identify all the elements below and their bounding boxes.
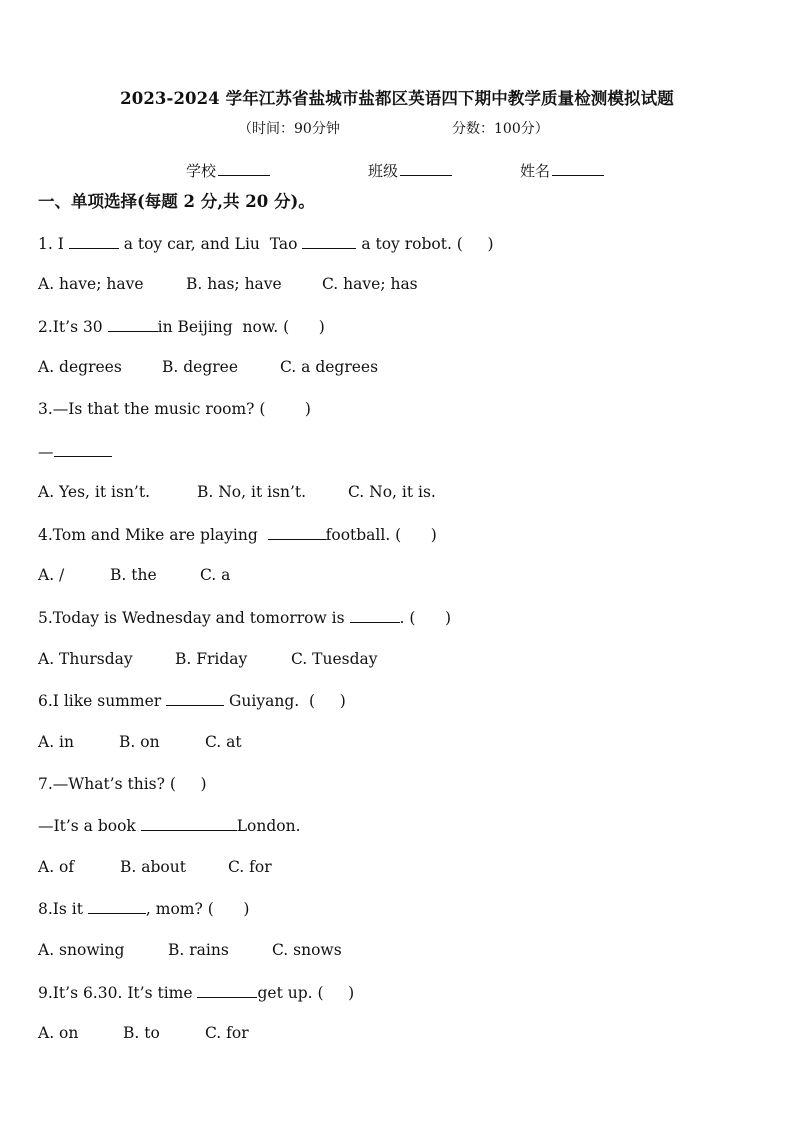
- answer-blank[interactable]: [54, 441, 112, 457]
- question-6: 6.I like summer Guiyang. ( ): [38, 692, 346, 710]
- question-2: 2.It’s 30 in Beijing now. ( ): [38, 318, 325, 336]
- question-3-options: [38, 482, 436, 502]
- option-b[interactable]: B. the: [110, 566, 157, 584]
- school-label: 学校: [186, 162, 217, 180]
- time-limit: （时间：90分钟: [238, 121, 340, 137]
- class-field[interactable]: [368, 160, 452, 181]
- question-8-options: [38, 940, 342, 960]
- answer-blank[interactable]: [197, 982, 257, 998]
- option-c[interactable]: C. for: [228, 858, 272, 876]
- option-c[interactable]: C. have; has: [322, 275, 418, 293]
- option-b[interactable]: B. degree: [162, 358, 239, 376]
- question-9: 9.It’s 6.30. It’s time get up. ( ): [38, 984, 355, 1002]
- option-a[interactable]: A. on: [38, 1024, 79, 1042]
- option-c[interactable]: C. at: [205, 733, 242, 751]
- question-5-options: [38, 649, 378, 669]
- question-1-options: [38, 274, 418, 294]
- option-b[interactable]: B. to: [123, 1024, 160, 1042]
- name-blank[interactable]: [552, 161, 604, 176]
- answer-blank[interactable]: [88, 898, 146, 914]
- answer-blank[interactable]: [108, 316, 158, 332]
- school-field[interactable]: [186, 160, 270, 181]
- option-b[interactable]: B. rains: [168, 941, 229, 959]
- answer-blank[interactable]: [268, 524, 326, 540]
- question-4: 4.Tom and Mike are playing football. ( ): [38, 526, 437, 544]
- question-7: 7.—What’s this? ( ): [38, 775, 207, 793]
- option-a[interactable]: A. degrees: [38, 358, 122, 376]
- option-a[interactable]: A. /: [38, 566, 65, 584]
- option-b[interactable]: B. on: [119, 733, 160, 751]
- question-1: 1. I a toy car, and Liu Tao a toy robot. ( ): [38, 235, 494, 253]
- option-b[interactable]: B. No, it isn’t.: [197, 483, 307, 501]
- option-c[interactable]: C. snows: [272, 941, 342, 959]
- question-7-answer: —It’s a book London.: [38, 817, 301, 835]
- answer-blank[interactable]: [141, 815, 237, 831]
- question-4-options: [38, 565, 230, 585]
- option-a[interactable]: A. Yes, it isn’t.: [38, 483, 151, 501]
- question-9-options: [38, 1023, 249, 1043]
- option-c[interactable]: C. for: [205, 1024, 249, 1042]
- option-a[interactable]: A. of: [38, 858, 75, 876]
- question-8: 8.Is it , mom? ( ): [38, 900, 250, 918]
- name-field[interactable]: [520, 160, 604, 181]
- option-b[interactable]: B. has; have: [186, 275, 282, 293]
- question-3: 3.—Is that the music room? ( ): [38, 400, 311, 418]
- option-a[interactable]: A. in: [38, 733, 74, 751]
- question-5: 5.Today is Wednesday and tomorrow is . ( ): [38, 609, 452, 627]
- option-b[interactable]: B. about: [120, 858, 186, 876]
- option-c[interactable]: C. Tuesday: [291, 650, 378, 668]
- option-c[interactable]: C. No, it is.: [348, 483, 436, 501]
- question-2-options: [38, 357, 378, 377]
- question-7-options: [38, 857, 272, 877]
- name-label: 姓名: [520, 162, 551, 180]
- page-title: 2023-2024 学年江苏省盐城市盐都区英语四下期中教学质量检测模拟试题: [120, 89, 674, 108]
- answer-blank[interactable]: [69, 233, 119, 249]
- option-b[interactable]: B. Friday: [175, 650, 248, 668]
- school-blank[interactable]: [218, 161, 270, 176]
- question-3-answer: —: [38, 441, 112, 462]
- option-a[interactable]: A. snowing: [38, 941, 125, 959]
- section-heading: 一、单项选择(每题 2 分,共 20 分)。: [38, 192, 315, 211]
- answer-blank[interactable]: [166, 690, 224, 706]
- class-label: 班级: [368, 162, 399, 180]
- option-c[interactable]: C. a degrees: [280, 358, 379, 376]
- answer-blank[interactable]: [350, 607, 400, 623]
- option-c[interactable]: C. a: [200, 566, 231, 584]
- total-score: 分数：100分）: [452, 121, 549, 137]
- class-blank[interactable]: [400, 161, 452, 176]
- option-a[interactable]: A. have; have: [38, 275, 144, 293]
- answer-blank[interactable]: [302, 233, 356, 249]
- question-6-options: [38, 732, 242, 752]
- option-a[interactable]: A. Thursday: [38, 650, 133, 668]
